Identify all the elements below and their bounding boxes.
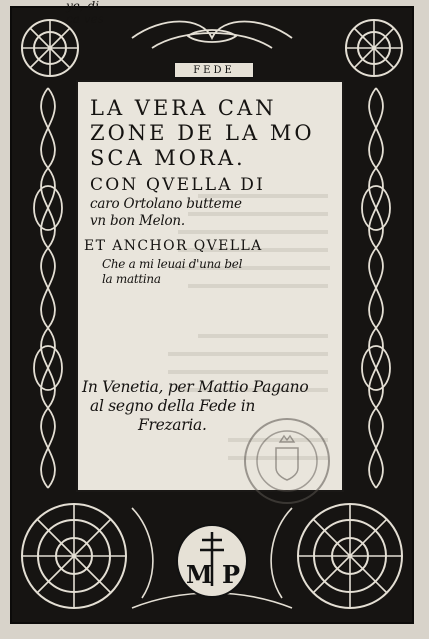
imprint-line-2: al segno della Fede in	[90, 397, 256, 415]
title-line-4: CON QVELLA DI	[90, 175, 266, 195]
printer-mark-left: M	[186, 560, 213, 589]
corner-fragment-line-1: ye, di	[66, 0, 100, 13]
library-stamp	[244, 418, 330, 504]
title-line-1: LA VERA CAN	[90, 96, 277, 120]
crest-icon	[246, 420, 328, 502]
fede-banner: FEDE	[174, 62, 254, 78]
title-line-7: ET ANCHOR QVELLA	[84, 238, 263, 254]
corner-fragment-line-2: ca ves	[66, 12, 104, 26]
title-line-8: Che a mi leuai d'una bel	[102, 257, 243, 271]
imprint-line-3: Frezaria.	[138, 416, 207, 434]
printer-mark-right: P	[222, 560, 241, 589]
imprint-line-1: In Venetia, per Mattio Pagano	[82, 378, 309, 396]
printer-mark	[176, 524, 248, 598]
title-line-2: ZONE DE LA MO	[90, 121, 315, 145]
title-line-5: caro Ortolano butteme	[90, 196, 242, 212]
corner-fragment	[66, 0, 104, 26]
title-text	[84, 96, 340, 287]
title-line-9: la mattina	[102, 272, 161, 286]
title-line-3: SCA MORA.	[90, 146, 246, 170]
title-line-6: vn bon Melon.	[90, 213, 186, 229]
